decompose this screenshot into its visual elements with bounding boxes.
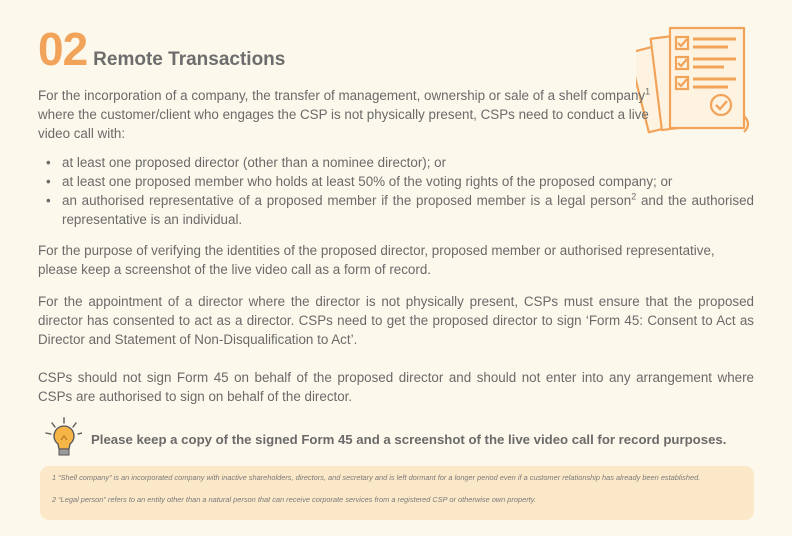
lightbulb-icon [42,416,82,460]
list-item [38,191,754,229]
section-number: 02 [38,23,88,75]
list-item-text-end: and the authorised representative is an individual. [62,193,754,227]
footnote-2: 2 “Legal person” refers to an entity other than a natural person that can receive corporate services from a registered CSP or otherwise own property. [52,495,536,504]
footnote-1: 1 “Shell company” is an incorporated company with inactive shareholders, directors, and secretary and is left dormant for a longer period even if a customer relationship has already been established. [52,473,701,482]
intro-paragraph [38,86,664,143]
list-item [38,172,754,191]
footnote-ref-1: 1 [645,86,651,97]
list-item-text: an authorised representative of a proposed member if the proposed member is a legal person [62,193,632,208]
footnote-ref-2: 2 [631,191,637,202]
footnotes-box [40,466,754,520]
list-item [38,153,754,172]
section-header [38,23,286,75]
requirement-list [38,153,754,229]
list-item-text: at least one proposed member who holds at least 50% of the voting rights of the proposed company; or [62,174,673,189]
verify-paragraph: For the purpose of verifying the identities of the proposed director, proposed member or authorised representative, please keep a screenshot of the live video call as a form of record. [38,243,715,277]
should-not-sign-paragraph: CSPs should not sign Form 45 on behalf of the proposed director and should not enter into any arrangement where CSPs are authorised to sign on behalf of the director. [38,370,754,404]
callout-text: Please keep a copy of the signed Form 45 and a screenshot of the live video call for record purposes. [91,432,727,447]
intro-text-b: where the customer/client who engages the CSP is not physically present, CSPs need to conduct a live video call with: [38,107,649,141]
list-item-text: at least one proposed director (other than a nominee director); or [62,155,447,170]
intro-text-a: For the incorporation of a company, the transfer of management, ownership or sale of a shelf company [38,88,646,103]
appointment-paragraph: For the appointment of a director where the director is not physically present, CSPs must ensure that the proposed director has consented to act as a director. CSPs need to get the proposed director to sign ‘Form 45: Consent to Act as Director and Statement of Non-Disqualification to Act’. [38,294,754,347]
section-title: Remote Transactions [93,49,286,70]
